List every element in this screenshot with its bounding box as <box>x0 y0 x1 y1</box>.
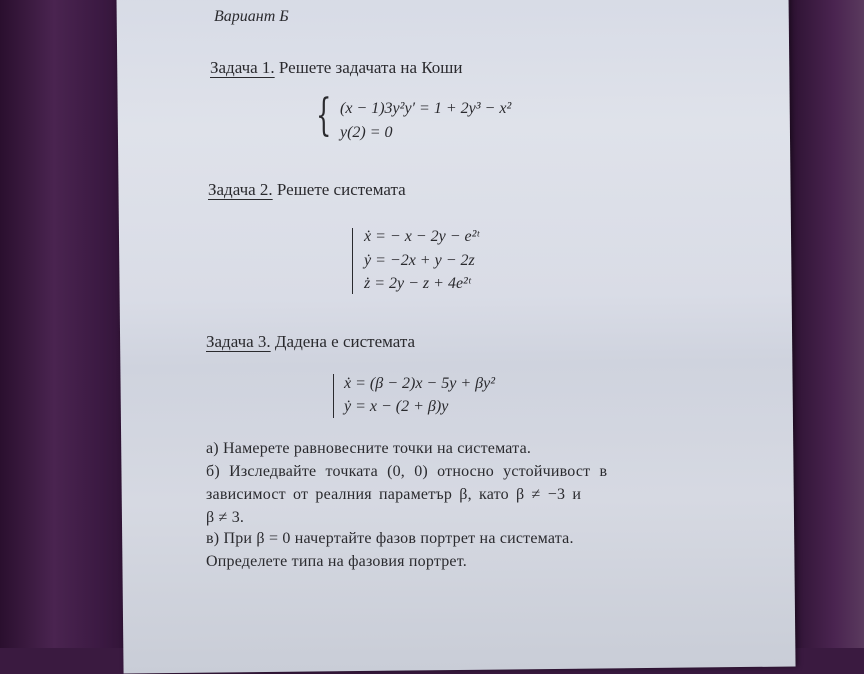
task1-equation-1: (x − 1)3y²y′ = 1 + 2y³ − x² <box>340 100 512 117</box>
task1-text: Решете задачата на Коши <box>278 58 463 77</box>
task2-text: Решете системата <box>276 180 406 199</box>
task2-system-bar <box>352 228 353 294</box>
task1-heading <box>210 58 463 78</box>
task3-system-bar <box>333 374 334 418</box>
task3-heading <box>206 332 415 352</box>
task2-equation-3: ż = 2y − z + 4e²ᵗ <box>364 275 471 292</box>
task3-part-c-line1: в) При β = 0 начертайте фазов портрет на системата. <box>206 530 574 547</box>
task3-equation-2: ẏ = x − (2 + β)y <box>344 398 449 415</box>
task1-label: Задача 1. <box>210 58 275 77</box>
task3-equation-1: ẋ = (β − 2)x − 5y + βy² <box>344 375 495 392</box>
task3-part-b-line1: б) Изследвайте точката (0, 0) относно устойчивост в <box>206 463 608 480</box>
task3-part-b-line2: зависимост от реалния параметър β, като β ≠ −3 и <box>206 486 582 503</box>
task2-equation-1: ẋ = − x − 2y − e²ᵗ <box>364 228 480 245</box>
variant-title: Вариант Б <box>214 8 289 25</box>
task1-brace: { <box>316 90 332 141</box>
task2-equation-2: ẏ = −2x + y − 2z <box>364 252 475 269</box>
task2-label: Задача 2. <box>208 180 273 199</box>
task3-part-a: а) Намерете равновесните точки на системата. <box>206 440 532 457</box>
task1-equation-2: y(2) = 0 <box>340 124 393 141</box>
task3-text: Дадена е системата <box>274 332 416 351</box>
task2-heading <box>208 180 406 200</box>
task3-part-c-line2: Определете типа на фазовия портрет. <box>206 553 467 570</box>
task3-label: Задача 3. <box>206 332 271 351</box>
task3-part-b-line3: β ≠ 3. <box>206 509 245 526</box>
